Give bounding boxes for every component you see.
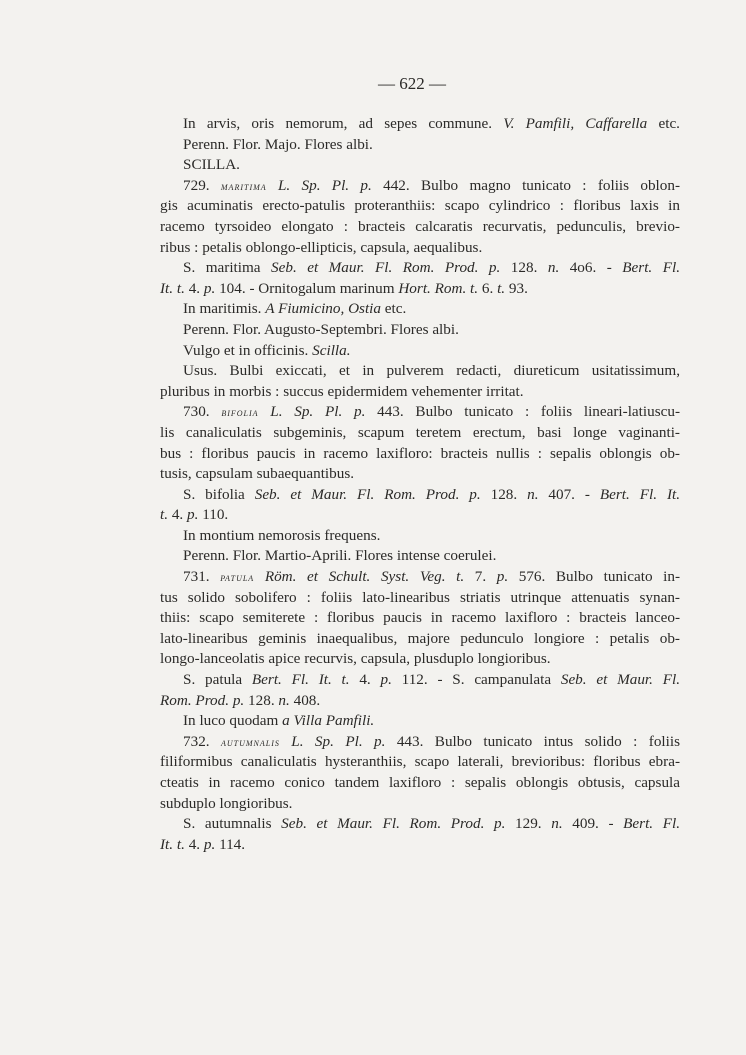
text-segment: 409. - (562, 815, 624, 833)
text-segment: 128. (480, 485, 528, 503)
italic-citation: a Villa Pamfili. (282, 712, 375, 730)
text-line (160, 217, 680, 238)
text-segment: lato-linearibus geminis inaequalibus, majore pedunculo longiore : petalis ob- (160, 629, 680, 647)
text-segment: Usus. Bulbi exiccati, et in pulverem redacti, diureticum usitatissimum, (183, 362, 680, 380)
text-segment: 6. (478, 279, 498, 297)
text-segment: 110. (198, 506, 229, 524)
text-segment: 4. (184, 279, 204, 297)
text-line (160, 423, 680, 444)
italic-citation: Röm. et Schult. Syst. Veg. t. (264, 568, 465, 586)
page-body-text (160, 114, 680, 855)
text-line (160, 649, 680, 670)
italic-citation: L. Sp. Pl. p. (270, 403, 366, 421)
text-line (160, 752, 680, 773)
text-segment: 4. (349, 671, 381, 689)
italic-citation: p. (496, 568, 509, 586)
text-segment: SCILLA. (183, 156, 240, 174)
text-segment: lis canaliculatis subgeminis, scapum teretem erectum, basi longe vaginanti- (160, 423, 680, 441)
text-segment: 408. (289, 691, 321, 709)
text-line (160, 155, 680, 176)
text-segment: subduplo longioribus. (160, 794, 293, 812)
text-segment: 112. - S. campanulata (391, 671, 561, 689)
italic-citation: V. Pamfili, Caffarella (503, 115, 648, 132)
text-line (160, 361, 680, 382)
text-line (160, 773, 680, 794)
text-segment: 114. (215, 835, 246, 853)
text-segment (259, 403, 271, 420)
text-segment: 730. (183, 403, 222, 421)
text-line (160, 814, 680, 835)
text-line (160, 114, 680, 135)
text-line (160, 238, 680, 259)
italic-citation: A Fiumicino, Ostia (265, 300, 381, 318)
text-segment: pluribus in morbis : succus epidermidem vehementer irritat. (160, 382, 524, 400)
italic-citation: n. (547, 259, 560, 277)
text-segment: Perenn. Flor. Augusto-Septembri. Flores albi. (183, 320, 459, 338)
text-line (160, 546, 680, 567)
text-segment: bus : floribus paucis in racemo laxifloro: bracteis nullis : sepalis oblongis ob- (160, 444, 680, 462)
text-segment: 731. (183, 568, 221, 586)
text-line (160, 176, 680, 197)
species-name: patula (220, 572, 255, 585)
text-line (160, 835, 680, 856)
text-segment: tusis, capsulam subaequantibus. (160, 465, 355, 483)
text-segment: In maritimis. (183, 300, 266, 318)
text-segment: In arvis, oris nemorum, ad sepes commune. (183, 115, 504, 132)
text-segment: gis acuminatis erecto-patulis proteranthiis: scapo cylindrico : floribus laxis in (160, 197, 680, 215)
text-segment: thiis: scapo semiterete : floribus paucis in racemo laxifloro : bracteis lanceo- (160, 609, 680, 627)
italic-citation: t. (160, 506, 169, 524)
italic-citation: p. (380, 671, 392, 689)
text-line (160, 485, 680, 506)
text-segment: 729. (183, 176, 221, 194)
italic-citation: Bert. Fl. It. t. (251, 671, 350, 689)
text-line (160, 341, 680, 362)
text-segment: filiformibus canaliculatis hysteranthiis, scapo laterali, brevioribus: floribus ebra- (160, 753, 680, 771)
text-segment: 443. Bulbo tunicato : foliis lineari-latiuscu- (365, 403, 680, 421)
text-segment: S. bifolia (183, 485, 255, 503)
text-line (160, 629, 680, 650)
text-segment: In luco quodam (183, 712, 283, 730)
text-segment: 443. Bulbo tunicato intus solido : foliis (385, 732, 680, 750)
text-segment: 104. - Ornitogalum marinum (215, 279, 399, 297)
text-segment (267, 177, 278, 194)
text-line (160, 258, 680, 279)
text-segment: S. autumnalis (183, 815, 282, 833)
text-line (160, 670, 680, 691)
text-segment: 129. (505, 815, 552, 833)
italic-citation: p. (203, 835, 216, 853)
text-line (160, 320, 680, 341)
italic-citation: L. Sp. Pl. p. (277, 176, 372, 194)
italic-citation: Bert. Fl. (622, 259, 680, 277)
text-line (160, 691, 680, 712)
italic-citation: Seb. et Maur. Fl. Rom. Prod. p. (254, 485, 481, 503)
italic-citation: It. t. (160, 279, 185, 297)
text-segment: S. maritima (183, 259, 272, 277)
text-segment: S. patula (183, 671, 252, 689)
text-segment: 93. (505, 279, 528, 297)
text-segment (254, 568, 265, 585)
text-line (160, 567, 680, 588)
text-segment: 4. (168, 506, 188, 524)
italic-citation: n. (527, 485, 539, 503)
text-segment (280, 733, 291, 750)
text-line (160, 444, 680, 465)
text-segment: etc. (647, 115, 680, 132)
italic-citation: It. t. (160, 835, 185, 853)
text-segment: 128. (244, 691, 279, 709)
text-segment: 407. - (538, 485, 600, 503)
species-name: bifolia (221, 407, 259, 420)
text-line (160, 608, 680, 629)
italic-citation: n. (278, 691, 290, 709)
text-line (160, 505, 680, 526)
text-segment: Perenn. Flor. Majo. Flores albi. (183, 135, 373, 153)
italic-citation: L. Sp. Pl. p. (291, 732, 386, 750)
page-number: — 622 — (378, 74, 446, 93)
text-line (160, 299, 680, 320)
italic-citation: Bert. Fl. It. (599, 485, 680, 503)
text-segment: ribus : petalis oblongo-ellipticis, capsula, aequalibus. (160, 238, 483, 256)
species-name: autumnalis (220, 736, 280, 749)
text-segment: 732. (183, 732, 221, 750)
text-line (160, 382, 680, 403)
text-segment: 576. Bulbo tunicato in- (508, 568, 680, 586)
text-line (160, 588, 680, 609)
text-segment: In montium nemorosis frequens. (183, 526, 381, 544)
text-line (160, 732, 680, 753)
text-line (160, 402, 680, 423)
text-line (160, 135, 680, 156)
text-segment: etc. (381, 300, 407, 318)
text-segment: tus solido sobolifero : foliis lato-linearibus striatis utrinque attenuatis synan- (160, 588, 680, 606)
italic-citation: p. (203, 279, 216, 297)
italic-citation: t. (497, 279, 506, 297)
text-line (160, 464, 680, 485)
text-segment: 4. (184, 835, 204, 853)
italic-citation: Bert. Fl. (623, 815, 680, 833)
italic-citation: Hort. Rom. t. (398, 279, 479, 297)
text-segment: 128. (500, 259, 548, 277)
text-segment: Vulgo et in officinis. (183, 341, 313, 359)
italic-citation: n. (551, 815, 563, 833)
text-segment: racemo tyrsoideo elongato : bracteis calcaratis recurvatis, pedunculis, brevio- (160, 217, 680, 235)
text-line (160, 711, 680, 732)
text-line (160, 196, 680, 217)
species-name: maritima (220, 180, 267, 193)
italic-citation: p. (187, 506, 199, 524)
text-line (160, 526, 680, 547)
text-segment: cteatis in racemo conico tandem laxifloro : sepalis oblongis obtusis, capsula (160, 774, 680, 791)
text-segment: 442. Bulbo magno tunicato : foliis oblon- (371, 176, 680, 194)
text-segment: Perenn. Flor. Martio-Aprili. Flores intense coerulei. (183, 547, 497, 565)
text-segment: longo-lanceolatis apice recurvis, capsula, plusduplo longioribus. (160, 650, 551, 668)
italic-citation: Rom. Prod. p. (160, 691, 245, 709)
text-line (160, 794, 680, 815)
italic-citation: Seb. et Maur. Fl. (560, 671, 680, 689)
text-segment: 4o6. - (559, 259, 623, 277)
italic-citation: Scilla. (312, 341, 351, 359)
italic-citation: Seb. et Maur. Fl. Rom. Prod. p. (281, 815, 506, 833)
text-line (160, 279, 680, 300)
italic-citation: Seb. et Maur. Fl. Rom. Prod. p. (271, 259, 501, 277)
text-segment: 7. (464, 568, 497, 586)
